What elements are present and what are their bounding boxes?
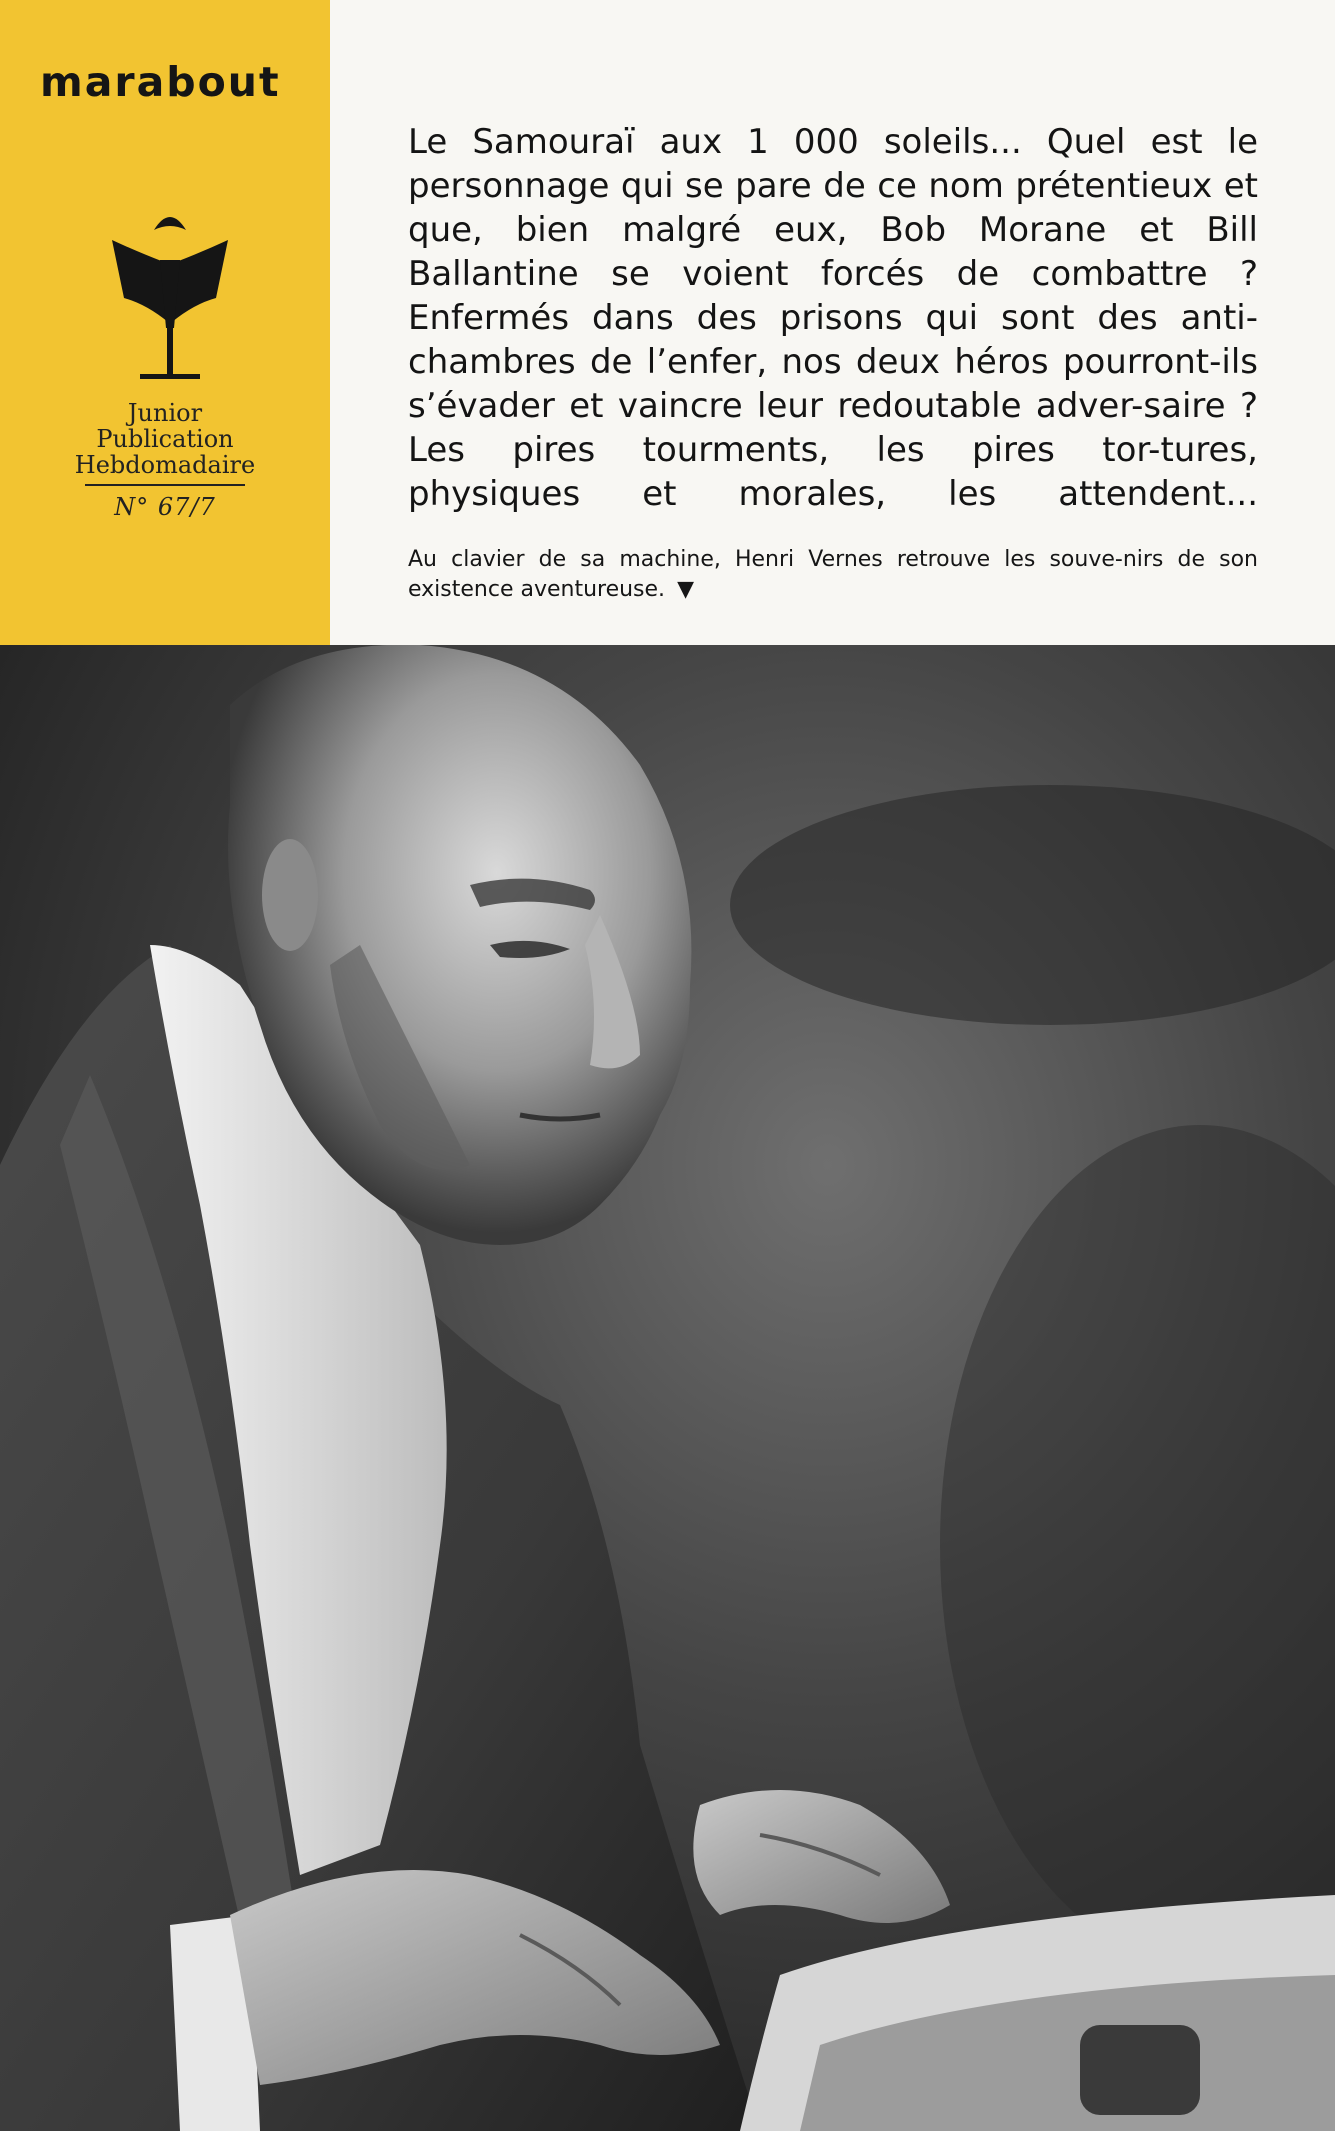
author-photo-illustration [0,645,1335,2131]
info-line-2: Publication [96,425,234,453]
author-photograph [0,645,1335,2131]
photo-caption-text: Au clavier de sa machine, Henri Vernes retrouve les souve-nirs de son existence aventureuse. [408,547,1258,602]
info-line-1: Junior [127,399,203,427]
publication-info [60,400,270,520]
info-divider [85,484,245,486]
down-triangle-icon: ▼ [677,577,694,602]
issue-number: N° 67/7 [114,493,216,521]
publisher-panel [0,0,330,645]
publisher-brand: marabout [40,58,281,106]
book-blurb: Le Samouraï aux 1 000 soleils... Quel est le personnage qui se pare de ce nom prétentieux et que, bien malgré eux, Bob Morane et Bill Ballantine se voient forcés de combattre ? Enfermés dans des prisons qui sont des anti-chambres de l’enfer, nos deux héros pourront-ils s’évader et vaincre leur redoutable adver-saire ? Les pires tourments, les pires tor-tures, physiques et morales, les attendent... [408,122,1258,514]
photo-caption [408,545,1258,605]
marabout-logo-icon [110,200,230,390]
info-line-3: Hebdomadaire [74,451,256,479]
top-band [0,0,1335,645]
